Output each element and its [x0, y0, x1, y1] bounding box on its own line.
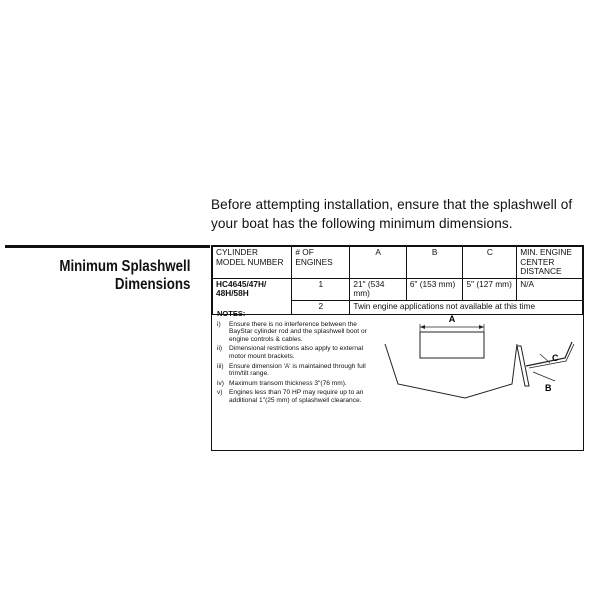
note-item: iii) Ensure dimension 'A' is maintained through full trim/tilt range.: [217, 362, 366, 378]
header-b: B: [406, 247, 463, 279]
notes-block: [217, 310, 377, 407]
cell-twin-note: Twin engine applications not available at this time: [350, 300, 583, 314]
note-item: iv) Maximum transom thickness 3"(76 mm).: [217, 379, 347, 387]
section-title-line1: Minimum Splashwell: [58, 258, 190, 275]
note-item: v) Engines less than 70 HP may require up to an additional 1"(25 mm) of splashwell clearance.: [217, 389, 364, 404]
header-a: A: [350, 247, 407, 279]
section-title-line2: Dimensions: [114, 276, 190, 293]
label-b: B: [545, 383, 552, 393]
notes-heading: NOTES:: [217, 309, 246, 318]
intro-text: Before attempting installation, ensure that the splashwell of your boat has the following minimum dimensions.: [211, 197, 573, 231]
label-a: A: [448, 314, 456, 324]
cell-model: HC4645/47H/ 48H/58H: [213, 278, 292, 314]
note-item: ii) Dimensional restrictions also apply to external motor mount brackets.: [217, 345, 364, 360]
header-min-distance: MIN. ENGINE CENTER DISTANCE: [517, 247, 583, 279]
splashwell-box: [420, 332, 484, 358]
header-cylinder: CYLINDER MODEL NUMBER: [213, 247, 292, 279]
dimension-b-line: [533, 372, 555, 381]
table-row: [213, 278, 583, 300]
cell-c: 5" (127 mm): [463, 278, 517, 300]
note-item: i) Ensure there is no interference between the BayStar cylinder rod and the splashwell boot or engine controls & cables.: [217, 320, 367, 343]
splashwell-diagram: [380, 306, 585, 446]
label-c: C: [552, 353, 559, 363]
cell-a: 21" (534 mm): [350, 278, 407, 300]
section-title: [59, 258, 190, 294]
dimensions-table: [212, 246, 583, 315]
cell-min: N/A: [517, 278, 583, 300]
hull-outline: [385, 344, 517, 398]
header-c: C: [463, 247, 517, 279]
header-engines: # OF ENGINES: [292, 247, 350, 279]
section-rule: [5, 245, 210, 248]
cell-engines-2: 2: [292, 300, 350, 314]
cell-b: 6" (153 mm): [406, 278, 463, 300]
cell-engines-1: 1: [292, 278, 350, 300]
dimensions-panel: [211, 245, 584, 451]
table-header-row: [213, 247, 583, 279]
